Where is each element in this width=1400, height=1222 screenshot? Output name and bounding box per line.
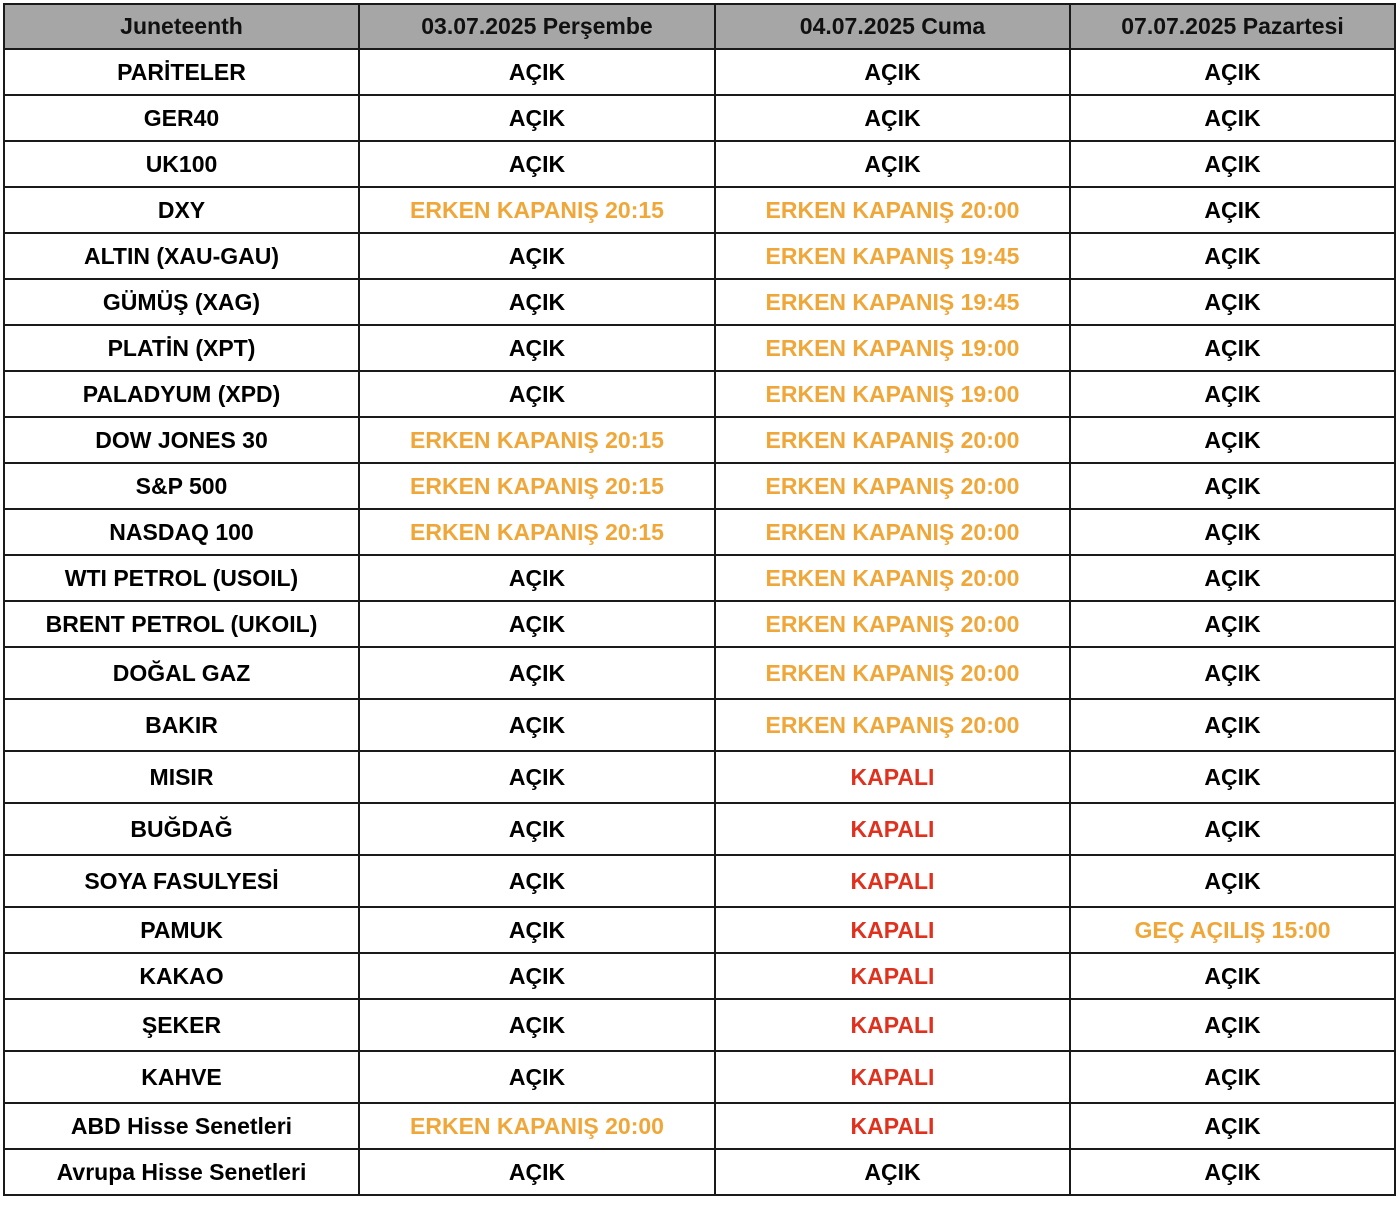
schedule-wrapper (3, 3, 1394, 1196)
status-cell-open: AÇIK (1070, 95, 1395, 141)
status-cell-open: AÇIK (715, 49, 1070, 95)
status-cell-open: AÇIK (1070, 463, 1395, 509)
status-cell-open: AÇIK (359, 601, 715, 647)
status-cell-open: AÇIK (1070, 509, 1395, 555)
status-cell-early: GEÇ AÇILIŞ 15:00 (1070, 907, 1395, 953)
table-row (4, 1149, 1395, 1195)
status-cell-closed: KAPALI (715, 907, 1070, 953)
table-row (4, 279, 1395, 325)
instrument-name: DOW JONES 30 (4, 417, 359, 463)
table-row (4, 1103, 1395, 1149)
status-cell-early: ERKEN KAPANIŞ 20:00 (715, 417, 1070, 463)
table-row (4, 699, 1395, 751)
status-cell-open: AÇIK (1070, 371, 1395, 417)
table-row (4, 233, 1395, 279)
header-date-friday: 04.07.2025 Cuma (715, 4, 1070, 49)
status-cell-early: ERKEN KAPANIŞ 20:15 (359, 187, 715, 233)
instrument-name: Avrupa Hisse Senetleri (4, 1149, 359, 1195)
status-cell-open: AÇIK (1070, 999, 1395, 1051)
instrument-name: KAHVE (4, 1051, 359, 1103)
table-row (4, 803, 1395, 855)
status-cell-closed: KAPALI (715, 1103, 1070, 1149)
instrument-name: SOYA FASULYESİ (4, 855, 359, 907)
header-date-thursday: 03.07.2025 Perşembe (359, 4, 715, 49)
table-row (4, 751, 1395, 803)
table-row (4, 325, 1395, 371)
status-cell-open: AÇIK (359, 95, 715, 141)
status-cell-open: AÇIK (359, 325, 715, 371)
status-cell-open: AÇIK (359, 233, 715, 279)
status-cell-open: AÇIK (1070, 601, 1395, 647)
status-cell-open: AÇIK (1070, 187, 1395, 233)
table-row (4, 601, 1395, 647)
instrument-name: GER40 (4, 95, 359, 141)
table-row (4, 49, 1395, 95)
table-row (4, 371, 1395, 417)
status-cell-open: AÇIK (1070, 49, 1395, 95)
instrument-name: KAKAO (4, 953, 359, 999)
status-cell-open: AÇIK (359, 855, 715, 907)
status-cell-open: AÇIK (359, 371, 715, 417)
status-cell-early: ERKEN KAPANIŞ 20:15 (359, 509, 715, 555)
status-cell-closed: KAPALI (715, 803, 1070, 855)
status-cell-early: ERKEN KAPANIŞ 20:00 (715, 601, 1070, 647)
status-cell-open: AÇIK (359, 555, 715, 601)
instrument-name: ŞEKER (4, 999, 359, 1051)
status-cell-open: AÇIK (359, 999, 715, 1051)
table-row (4, 647, 1395, 699)
table-row (4, 999, 1395, 1051)
status-cell-closed: KAPALI (715, 751, 1070, 803)
instrument-name: MISIR (4, 751, 359, 803)
status-cell-open: AÇIK (715, 141, 1070, 187)
status-cell-early: ERKEN KAPANIŞ 20:15 (359, 417, 715, 463)
status-cell-open: AÇIK (1070, 647, 1395, 699)
status-cell-open: AÇIK (715, 95, 1070, 141)
instrument-name: BUĞDAĞ (4, 803, 359, 855)
instrument-name: BAKIR (4, 699, 359, 751)
instrument-name: S&P 500 (4, 463, 359, 509)
status-cell-open: AÇIK (1070, 325, 1395, 371)
table-header (4, 4, 1395, 49)
status-cell-early: ERKEN KAPANIŞ 19:00 (715, 371, 1070, 417)
status-cell-open: AÇIK (1070, 555, 1395, 601)
table-row (4, 907, 1395, 953)
instrument-name: DXY (4, 187, 359, 233)
status-cell-closed: KAPALI (715, 999, 1070, 1051)
status-cell-open: AÇIK (1070, 1051, 1395, 1103)
status-cell-open: AÇIK (359, 279, 715, 325)
status-cell-open: AÇIK (359, 1149, 715, 1195)
instrument-name: UK100 (4, 141, 359, 187)
instrument-name: NASDAQ 100 (4, 509, 359, 555)
instrument-name: WTI PETROL (USOIL) (4, 555, 359, 601)
table-row (4, 463, 1395, 509)
table-body (4, 49, 1395, 1195)
instrument-name: PAMUK (4, 907, 359, 953)
header-row (4, 4, 1395, 49)
instrument-name: ABD Hisse Senetleri (4, 1103, 359, 1149)
status-cell-open: AÇIK (359, 647, 715, 699)
status-cell-open: AÇIK (359, 907, 715, 953)
header-date-monday: 07.07.2025 Pazartesi (1070, 4, 1395, 49)
table-row (4, 555, 1395, 601)
table-row (4, 95, 1395, 141)
status-cell-early: ERKEN KAPANIŞ 20:00 (715, 699, 1070, 751)
status-cell-early: ERKEN KAPANIŞ 20:00 (715, 647, 1070, 699)
status-cell-open: AÇIK (1070, 1149, 1395, 1195)
status-cell-early: ERKEN KAPANIŞ 20:15 (359, 463, 715, 509)
status-cell-open: AÇIK (1070, 855, 1395, 907)
status-cell-open: AÇIK (1070, 803, 1395, 855)
instrument-name: PARİTELER (4, 49, 359, 95)
table-row (4, 855, 1395, 907)
status-cell-early: ERKEN KAPANIŞ 20:00 (715, 463, 1070, 509)
status-cell-open: AÇIK (359, 803, 715, 855)
table-row (4, 1051, 1395, 1103)
table-row (4, 953, 1395, 999)
table-row (4, 187, 1395, 233)
status-cell-open: AÇIK (1070, 699, 1395, 751)
header-holiday-name: Juneteenth (4, 4, 359, 49)
status-cell-early: ERKEN KAPANIŞ 20:00 (715, 509, 1070, 555)
status-cell-open: AÇIK (359, 1051, 715, 1103)
table-row (4, 141, 1395, 187)
instrument-name: BRENT PETROL (UKOIL) (4, 601, 359, 647)
status-cell-open: AÇIK (1070, 279, 1395, 325)
instrument-name: DOĞAL GAZ (4, 647, 359, 699)
status-cell-open: AÇIK (359, 953, 715, 999)
status-cell-early: ERKEN KAPANIŞ 20:00 (715, 555, 1070, 601)
status-cell-open: AÇIK (1070, 233, 1395, 279)
status-cell-closed: KAPALI (715, 953, 1070, 999)
status-cell-open: AÇIK (1070, 141, 1395, 187)
table-row (4, 417, 1395, 463)
status-cell-open: AÇIK (359, 49, 715, 95)
status-cell-open: AÇIK (1070, 953, 1395, 999)
status-cell-closed: KAPALI (715, 1051, 1070, 1103)
status-cell-open: AÇIK (359, 751, 715, 803)
status-cell-open: AÇIK (359, 141, 715, 187)
status-cell-early: ERKEN KAPANIŞ 19:45 (715, 233, 1070, 279)
status-cell-early: ERKEN KAPANIŞ 19:00 (715, 325, 1070, 371)
status-cell-open: AÇIK (715, 1149, 1070, 1195)
status-cell-open: AÇIK (359, 699, 715, 751)
status-cell-open: AÇIK (1070, 417, 1395, 463)
instrument-name: ALTIN (XAU-GAU) (4, 233, 359, 279)
status-cell-early: ERKEN KAPANIŞ 19:45 (715, 279, 1070, 325)
status-cell-closed: KAPALI (715, 855, 1070, 907)
instrument-name: GÜMÜŞ (XAG) (4, 279, 359, 325)
status-cell-early: ERKEN KAPANIŞ 20:00 (359, 1103, 715, 1149)
holiday-trading-schedule-table (3, 3, 1396, 1196)
status-cell-early: ERKEN KAPANIŞ 20:00 (715, 187, 1070, 233)
table-row (4, 509, 1395, 555)
status-cell-open: AÇIK (1070, 1103, 1395, 1149)
instrument-name: PALADYUM (XPD) (4, 371, 359, 417)
status-cell-open: AÇIK (1070, 751, 1395, 803)
instrument-name: PLATİN (XPT) (4, 325, 359, 371)
